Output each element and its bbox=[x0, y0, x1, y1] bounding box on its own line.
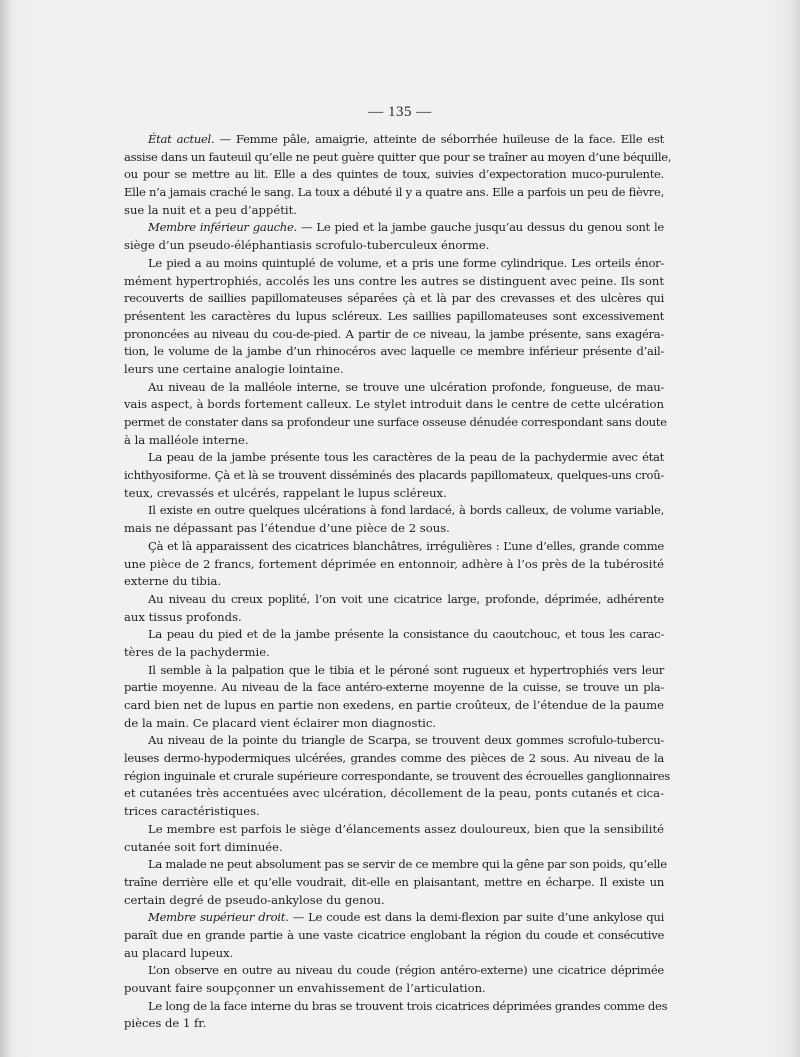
text-line: tion, le volume de la jambe d’un rhinocéros avec laquelle ce membre inférieur présente d’ail- bbox=[124, 344, 664, 359]
text-line: État actuel. — Femme pâle, amaigrie, atteinte de séborrhée huileuse de la face. Elle est bbox=[148, 132, 664, 146]
text-line: cutanée soit fort diminuée. bbox=[124, 839, 283, 854]
text-line: et cutanées très accentuées avec ulcération, décollement de la peau, ponts cutanés et cica- bbox=[124, 786, 664, 801]
text-line: permet de constater dans sa profondeur une surface osseuse dénudée correspondant sans doute bbox=[124, 415, 667, 429]
text-line: recouverts de saillies papillomateuses séparées çà et là par des crevasses et des ulcères qui bbox=[124, 291, 664, 306]
text-line: traîne derrière elle et qu’elle voudrait, dit-elle en plaisantant, mettre en écharpe. Il existe un bbox=[124, 874, 664, 889]
text-line: au placard lupeux. bbox=[124, 945, 234, 960]
text-line: teux, crevassés et ulcérés, rappelant le lupus scléreux. bbox=[124, 485, 447, 500]
text-line: vais aspect, à bords fortement calleux. Le stylet introduit dans le centre de cette ulcération bbox=[124, 397, 664, 412]
text-line: aux tissus profonds. bbox=[124, 609, 242, 624]
text-line: partie moyenne. Au niveau de la face antéro-externe moyenne de la cuisse, se trouve un pla- bbox=[124, 680, 664, 695]
text-line: à la malléole interne. bbox=[124, 432, 249, 447]
text-line: Le membre est parfois le siège d’élancements assez douloureux, bien que la sensibilité bbox=[148, 821, 664, 836]
text-line: assise dans un fauteuil qu’elle ne peut guère quitter que pour se traîner au moyen d’une béquille, bbox=[124, 149, 672, 164]
text-line: Au niveau de la pointe du triangle de Scarpa, se trouvent deux gommes scrofulo-tubercu- bbox=[148, 733, 664, 748]
text-line: sue la nuit et a peu d’appétit. bbox=[124, 202, 297, 217]
text-line: ichthyosiforme. Çà et là se trouvent disséminés des placards papillomateux, quelques-uns croû- bbox=[124, 468, 664, 483]
text-line: La peau du pied et de la jambe présente la consistance du caoutchouc, et tous les carac- bbox=[148, 627, 664, 642]
text-line: trices caractéristiques. bbox=[124, 804, 260, 819]
text-line: pouvant faire soupçonner un envahissement de l’articulation. bbox=[124, 981, 486, 995]
text-line: Il semble à la palpation que le tibia et le péroné sont rugueux et hypertrophiés vers leur bbox=[148, 662, 664, 677]
text-line: paraît due en grande partie à une vaste cicatrice englobant la région du coude et consécutive bbox=[124, 927, 664, 942]
text-line: Elle n’a jamais craché le sang. La toux a débuté il y a quatre ans. Elle a parfois un peu de fièvre, bbox=[124, 185, 664, 200]
text-line: Au niveau de la malléole interne, se trouve une ulcération profonde, fongueuse, de mau- bbox=[148, 379, 664, 394]
text-line: siège d’un pseudo-éléphantiasis scrofulo-tuberculeux énorme. bbox=[124, 238, 490, 253]
text-line: Le long de la face interne du bras se trouvent trois cicatrices déprimées grandes comme des bbox=[148, 998, 668, 1013]
text-line: leurs une certaine analogie lointaine. bbox=[124, 361, 344, 376]
text-line: La malade ne peut absolument pas se servir de ce membre qui la gêne par son poids, qu’elle bbox=[148, 857, 667, 872]
text-line: tères de la pachydermie. bbox=[124, 644, 270, 659]
text-line: Le pied a au moins quintuplé de volume, et a pris une forme cylindrique. Les orteils énor- bbox=[148, 255, 664, 270]
text-line: mais ne dépassant pas l’étendue d’une pièce de 2 sous. bbox=[124, 521, 450, 536]
text-line: Membre supérieur droit. — Le coude est dans la demi-flexion par suite d’une ankylose qui bbox=[148, 910, 664, 925]
text-line: leuses dermo-hypodermiques ulcérées, grandes comme des pièces de 2 sous. Au niveau de la bbox=[124, 751, 664, 766]
text-line: prononcées au niveau du cou-de-pied. A partir de ce niveau, la jambe présente, sans exagéra- bbox=[124, 326, 664, 341]
page-number: — 135 — bbox=[368, 104, 432, 120]
text-line: mément hypertrophiés, accolés les uns contre les autres se distinguent avec peine. Ils sont bbox=[124, 273, 664, 288]
page-edge-shadow bbox=[0, 0, 10, 1057]
text-line: Au niveau du creux poplité, l’on voit une cicatrice large, profonde, déprimée, adhérente bbox=[148, 591, 664, 606]
text-line: ou pour se mettre au lit. Elle a des quintes de toux, suivies d’expectoration muco-purulente. bbox=[124, 167, 664, 182]
body-text bbox=[124, 131, 672, 1033]
text-line: certain degré de pseudo-ankylose du genou. bbox=[124, 892, 385, 907]
text-line: Il existe en outre quelques ulcérations à fond lardacé, à bords calleux, de volume variable, bbox=[148, 503, 664, 518]
text-line: une pièce de 2 francs, fortement déprimée en entonnoir, adhère à l’os près de la tubérosité bbox=[124, 556, 664, 571]
text-line: de la main. Ce placard vient éclairer mon diagnostic. bbox=[124, 715, 437, 730]
text-line: région inguinale et crurale supérieure correspondante, se trouvent des écrouelles ganglionnaires bbox=[124, 768, 670, 783]
text-line: Çà et là apparaissent des cicatrices blanchâtres, irrégulières : L’une d’elles, grande comme bbox=[148, 538, 664, 553]
text-line: externe du tibia. bbox=[124, 574, 222, 589]
text-line: L’on observe en outre au niveau du coude (région antéro-externe) une cicatrice déprimée bbox=[148, 963, 664, 978]
text-line: pièces de 1 fr. bbox=[124, 1016, 207, 1031]
text-line: Membre inférieur gauche. — Le pied et la jambe gauche jusqu’au dessus du genou sont le bbox=[148, 220, 664, 235]
text-line: card bien net de lupus en partie non exedens, en partie croûteux, de l’étendue de la paume bbox=[124, 698, 664, 712]
text-line: présentent les caractères du lupus scléreux. Les saillies papillomateuses sont excessivement bbox=[124, 308, 664, 323]
text-line: La peau de la jambe présente tous les caractères de la peau de la pachydermie avec état bbox=[148, 450, 664, 465]
